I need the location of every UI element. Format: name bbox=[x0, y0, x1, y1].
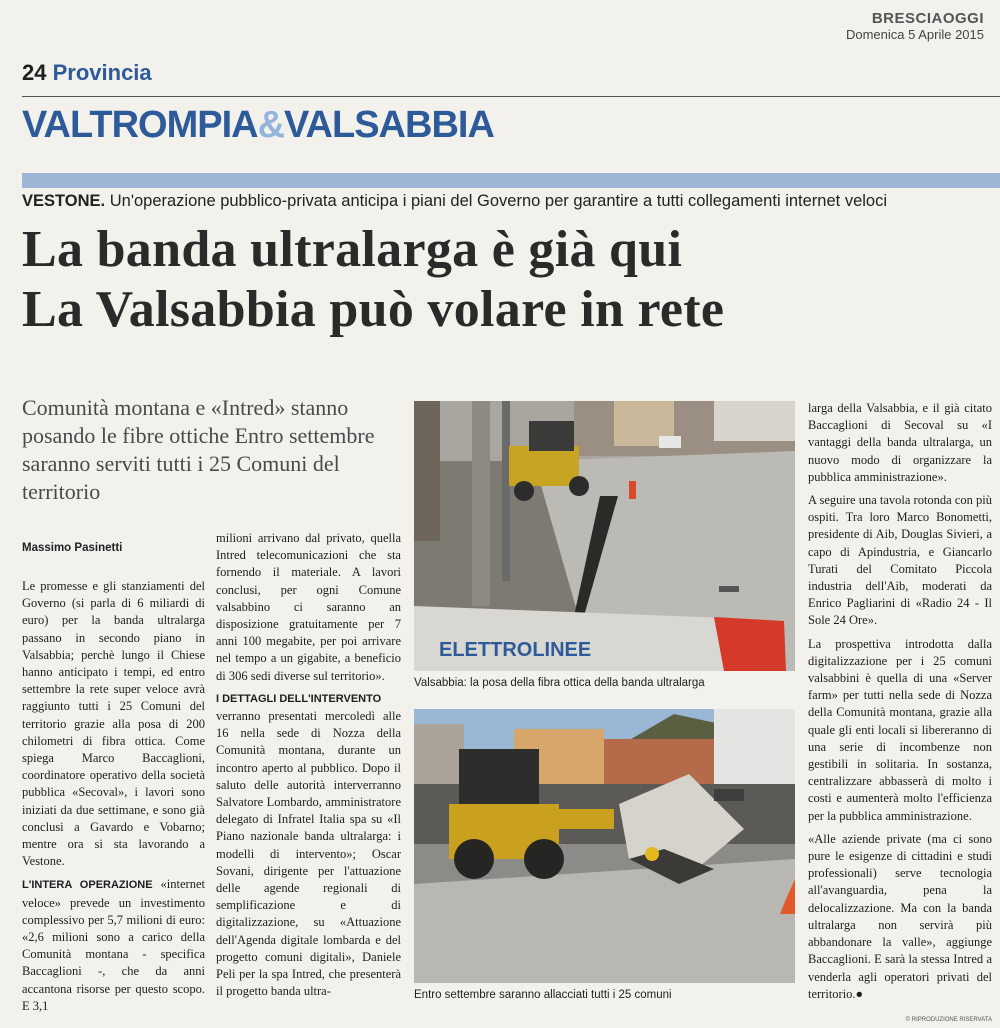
article-paragraph: verranno presentati mercoledì alle 16 nella sede di Nozza della Comunità montana, durante un incontro aperto al pubblico. Dopo il saluto delle autorità interverranno Salvatore Lombardo, amministratore delegato di Infratel Italia spa su «Il Piano nazionale banda ultralarga: i modelli di intervento»; Oscar Sovani, dirigente per l'attuazione delle agende regionali di semplificazione e di digitalizzazione, su «Attuazione dell'Agenda digitale lombarda e del progetto comuni digitali», Daniele Peli per la spa Intred, che presenterà il progetto banda ultra- bbox=[216, 709, 401, 999]
paragraph-text: «internet veloce» prevede un investimento complessivo per 5,7 milioni di euro: «2,6 milioni sono a carico della Comunità montana - specifica Baccaglioni -, che da anni accantona risorse per questo scopo. E 3,1 bbox=[22, 877, 205, 1013]
article-paragraph: milioni arrivano dal privato, quella Intred telecomunicazioni che sta fornendo il materiale. A lavori conclusi, per ogni Comune valsabbino ci saranno an disposizione gratuitamente per 7 anni 100 megabite, per poi arrivare nel tempo a un gigabite, a beneficio di 306 sedi diverse sul territorio». bbox=[216, 531, 401, 683]
subheadline: Comunità montana e «Intred» stanno posando le fibre ottiche Entro settembre saranno serviti tutti i 25 Comuni del territorio bbox=[22, 395, 375, 504]
section-title-ampersand: & bbox=[257, 104, 285, 146]
section-title-part2: VALSABBIA bbox=[284, 104, 494, 146]
headline-line-1: La banda ultralarga è già qui bbox=[22, 221, 683, 278]
article-paragraph bbox=[22, 876, 205, 1015]
masthead bbox=[846, 10, 984, 42]
photo-caption-2: Entro settembre saranno allacciati tutti i 25 comuni bbox=[414, 989, 672, 1001]
article-paragraph: Le promesse e gli stanziamenti del Governo (si parla di 6 miliardi di euro) per la banda ultralarga passano in secondo piano in Valsabbia; perchè lungo il Chiese hanno anticipato i tempi, ed entro settembre la rete super veloce avrà raggiunto tutti i 25 Comuni del territorio grazie alla posa di 200 chilometri di fibra ottica. Come spiega Marco Baccaglioni, coordinatore operativo della società pubblica «Secoval», i lavori sono iniziati da due settimane, e sono già conclusi a Gavardo e Vobarno; mentre ora si sta lavorando a Vestone. bbox=[22, 579, 205, 869]
header-rule bbox=[22, 96, 1000, 97]
copyright-notice: © RIPRODUZIONE RISERVATA bbox=[905, 1017, 992, 1023]
newspaper-name: BRESCIAOGGI bbox=[871, 10, 984, 27]
kicker-text: Un'operazione pubblico-privata anticipa i piani del Governo per garantire a tutti collegamenti internet veloci bbox=[109, 192, 887, 210]
photo-excavator bbox=[414, 709, 795, 983]
article-column-3 bbox=[808, 400, 992, 1009]
paragraph-lead: L'INTERA OPERAZIONE bbox=[22, 879, 153, 892]
article-paragraph: larga della Valsabbia, e il già citato Baccaglioni di Secoval su «I vantaggi della banda ultralarga, un nuovo modo di organizzare la pubblica amministrazione». bbox=[808, 401, 992, 484]
photo-caption-1: Valsabbia: la posa della fibra ottica della banda ultralarga bbox=[414, 677, 705, 689]
article-column-2 bbox=[216, 530, 401, 1006]
article-paragraph: A seguire una tavola rotonda con più ospiti. Tra loro Marco Bonometti, presidente di Aib, Douglas Sivieri, a capo di Apindustria, e Giancarlo Turati del Comitato Piccola industria dell'Aib, moderati da Enrico Pagliarini di «Radio 24 - Il Sole 24 Ore». bbox=[808, 493, 992, 628]
headline bbox=[22, 220, 724, 340]
section-title bbox=[22, 104, 494, 147]
article-paragraph: La prospettiva introdotta dalla digitalizzazione per i 25 comuni valsabbini è quella di una «Server farm» per tutti nella sede di Nozza della Comunità montana, grazie alla quale gli enti locali si libereranno di una serie di incombenze non gestibili in solitaria. In sostanza, centralizzare abbasserà di molto i costi e aumenterà molto l'efficienza per la pubblica amministrazione. bbox=[808, 636, 992, 823]
kicker-place: VESTONE. bbox=[22, 192, 106, 210]
headline-line-2: La Valsabbia può volare in rete bbox=[22, 281, 725, 338]
photo-excavator-image bbox=[414, 709, 795, 983]
section-bar bbox=[22, 173, 1000, 188]
page-header bbox=[22, 60, 152, 86]
article-column-1 bbox=[22, 578, 205, 1021]
kicker bbox=[22, 192, 887, 211]
section-title-part1: VALTROMPIA bbox=[22, 104, 258, 146]
byline: Massimo Pasinetti bbox=[22, 542, 123, 554]
photo-road-works-image bbox=[414, 401, 795, 671]
photo-sign-text: ELETTROLINEE bbox=[439, 639, 592, 661]
page-number: 24 bbox=[22, 60, 47, 85]
article-paragraph: «Alle aziende private (ma ci sono pure le esigenze di cittadini e studi professionali) serve tecnologia all'avanguardia, pena la delocalizzazione. Ma con la banda ultralarga non servirà più abbandonare la valle», aggiunge Baccaglioni. E sarà la stessa Intred a venderla agli operatori privati del territorio.● bbox=[808, 831, 992, 1001]
page-section: Provincia bbox=[52, 60, 152, 85]
section-subheading: I DETTAGLI DELL'INTERVENTO bbox=[216, 692, 382, 705]
photo-road-works bbox=[414, 401, 795, 671]
issue-date: Domenica 5 Aprile 2015 bbox=[845, 27, 984, 42]
